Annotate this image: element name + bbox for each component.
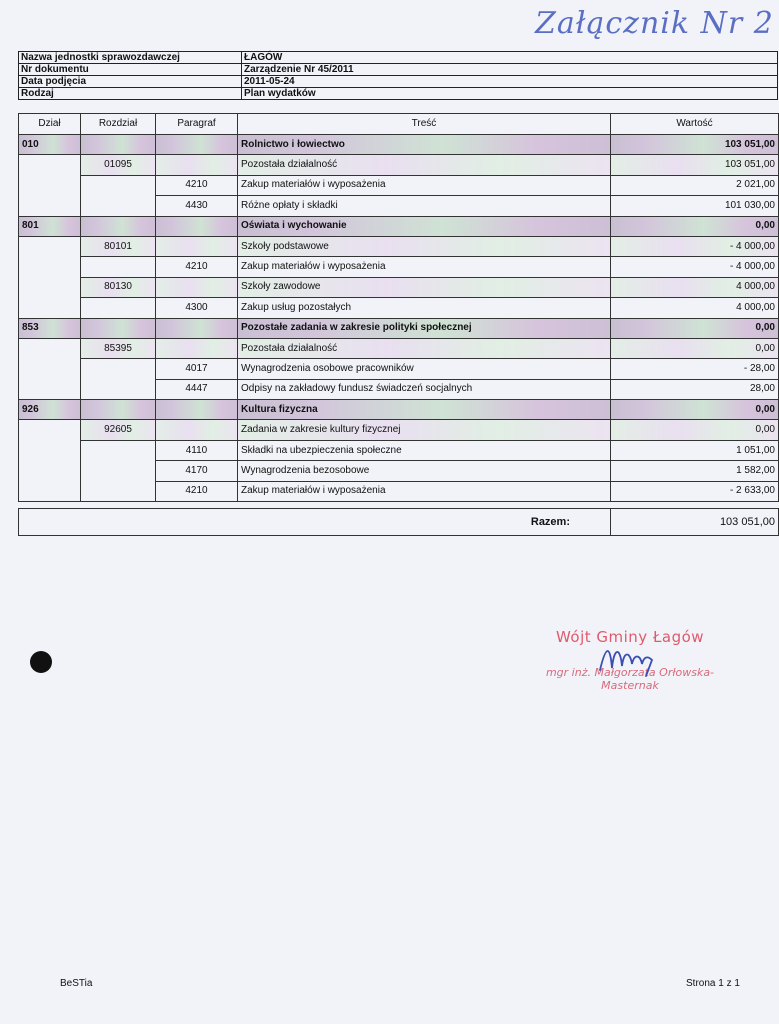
cell-tresc: Wynagrodzenia bezosobowe — [238, 461, 611, 481]
meta-label: Data podjęcia — [19, 76, 242, 88]
header-tresc: Treść — [238, 114, 611, 135]
cell-tresc: Kultura fizyczna — [238, 400, 611, 420]
cell-rozdzial — [81, 175, 156, 216]
table-row-rozdzial — [19, 155, 779, 175]
binder-hole-bottom — [30, 651, 52, 673]
meta-label: Nr dokumentu — [19, 64, 242, 76]
cell-dzial — [19, 236, 81, 318]
cell-dzial — [19, 155, 81, 216]
cell-wartosc: - 28,00 — [611, 359, 779, 379]
cell-wartosc: 4 000,00 — [611, 298, 779, 318]
cell-wartosc: 0,00 — [611, 338, 779, 358]
cell-tresc: Zadania w zakresie kultury fizycznej — [238, 420, 611, 440]
table-row-rozdzial — [19, 236, 779, 256]
table-row-dzial — [19, 318, 779, 338]
meta-value: Plan wydatków — [242, 88, 778, 100]
cell-paragraf: 4210 — [156, 257, 238, 277]
cell-wartosc: 0,00 — [611, 400, 779, 420]
meta-row — [19, 88, 778, 100]
cell-wartosc: 103 051,00 — [611, 135, 779, 155]
cell-paragraf: 4430 — [156, 196, 238, 216]
cell-wartosc: 0,00 — [611, 420, 779, 440]
table-total-row — [19, 509, 779, 536]
cell-rozdzial: 92605 — [81, 420, 156, 440]
cell-tresc: Szkoły zawodowe — [238, 277, 611, 297]
expenditure-plan-table — [18, 113, 779, 536]
cell-dzial: 801 — [19, 216, 81, 236]
handwritten-signature — [596, 640, 656, 680]
cell-paragraf — [156, 318, 238, 338]
cell-paragraf: 4017 — [156, 359, 238, 379]
cell-wartosc: 4 000,00 — [611, 277, 779, 297]
cell-wartosc: 103 051,00 — [611, 155, 779, 175]
cell-tresc: Składki na ubezpieczenia społeczne — [238, 440, 611, 460]
handwritten-attachment-note: Załącznik Nr 2 — [535, 6, 774, 41]
cell-wartosc: - 4 000,00 — [611, 257, 779, 277]
table-row-rozdzial — [19, 277, 779, 297]
cell-wartosc: 0,00 — [611, 318, 779, 338]
table-header-row — [19, 114, 779, 135]
table-row-rozdzial — [19, 420, 779, 440]
cell-paragraf: 4447 — [156, 379, 238, 399]
cell-paragraf: 4110 — [156, 440, 238, 460]
cell-wartosc: 101 030,00 — [611, 196, 779, 216]
table-row-paragraf — [19, 440, 779, 460]
cell-paragraf — [156, 135, 238, 155]
cell-paragraf — [156, 155, 238, 175]
header-paragraf: Paragraf — [156, 114, 238, 135]
cell-dzial: 926 — [19, 400, 81, 420]
cell-wartosc: 28,00 — [611, 379, 779, 399]
table-row-paragraf — [19, 257, 779, 277]
cell-rozdzial — [81, 298, 156, 318]
cell-rozdzial — [81, 440, 156, 501]
meta-row — [19, 76, 778, 88]
stamp-name: mgr inż. Małgorzata Orłowska-Masternak — [545, 666, 715, 692]
cell-rozdzial — [81, 216, 156, 236]
total-value: 103 051,00 — [611, 509, 779, 536]
table-spacer-row — [19, 502, 779, 509]
meta-row — [19, 64, 778, 76]
cell-paragraf: 4210 — [156, 481, 238, 501]
meta-value: Zarządzenie Nr 45/2011 — [242, 64, 778, 76]
spacer-cell — [19, 502, 779, 509]
cell-tresc: Oświata i wychowanie — [238, 216, 611, 236]
cell-wartosc: - 2 633,00 — [611, 481, 779, 501]
cell-rozdzial: 01095 — [81, 155, 156, 175]
cell-paragraf: 4210 — [156, 175, 238, 195]
cell-tresc: Szkoły podstawowe — [238, 236, 611, 256]
cell-wartosc: - 4 000,00 — [611, 236, 779, 256]
cell-wartosc: 0,00 — [611, 216, 779, 236]
footer-page-number: Strona 1 z 1 — [686, 978, 740, 989]
header-rozdzial: Rozdział — [81, 114, 156, 135]
cell-rozdzial: 80130 — [81, 277, 156, 297]
cell-rozdzial — [81, 318, 156, 338]
cell-rozdzial — [81, 359, 156, 400]
cell-dzial — [19, 420, 81, 502]
table-row-paragraf — [19, 175, 779, 195]
cell-paragraf — [156, 338, 238, 358]
cell-paragraf — [156, 277, 238, 297]
meta-value: 2011-05-24 — [242, 76, 778, 88]
cell-paragraf — [156, 400, 238, 420]
cell-wartosc: 2 021,00 — [611, 175, 779, 195]
cell-tresc: Pozostała działalność — [238, 155, 611, 175]
cell-tresc: Pozostałe zadania w zakresie polityki społecznej — [238, 318, 611, 338]
cell-wartosc: 1 582,00 — [611, 461, 779, 481]
cell-paragraf: 4170 — [156, 461, 238, 481]
cell-wartosc: 1 051,00 — [611, 440, 779, 460]
table-row-paragraf — [19, 359, 779, 379]
table-row-rozdzial — [19, 338, 779, 358]
cell-tresc: Pozostała działalność — [238, 338, 611, 358]
table-row-dzial — [19, 216, 779, 236]
table-row-paragraf — [19, 298, 779, 318]
document-meta-table — [18, 51, 778, 100]
meta-row — [19, 52, 778, 64]
cell-rozdzial: 85395 — [81, 338, 156, 358]
cell-tresc: Wynagrodzenia osobowe pracowników — [238, 359, 611, 379]
cell-paragraf — [156, 216, 238, 236]
cell-rozdzial — [81, 135, 156, 155]
meta-value: ŁAGÓW — [242, 52, 778, 64]
cell-tresc: Rolnictwo i łowiectwo — [238, 135, 611, 155]
cell-tresc: Odpisy na zakładowy fundusz świadczeń socjalnych — [238, 379, 611, 399]
meta-label: Nazwa jednostki sprawozdawczej — [19, 52, 242, 64]
header-dzial: Dział — [19, 114, 81, 135]
cell-tresc: Zakup usług pozostałych — [238, 298, 611, 318]
total-label: Razem: — [19, 509, 611, 536]
cell-tresc: Zakup materiałów i wyposażenia — [238, 175, 611, 195]
stamp-title: Wójt Gminy Łagów — [555, 628, 705, 646]
cell-tresc: Różne opłaty i składki — [238, 196, 611, 216]
cell-paragraf: 4300 — [156, 298, 238, 318]
cell-rozdzial — [81, 257, 156, 277]
cell-tresc: Zakup materiałów i wyposażenia — [238, 481, 611, 501]
meta-label: Rodzaj — [19, 88, 242, 100]
table-row-dzial — [19, 400, 779, 420]
cell-paragraf — [156, 420, 238, 440]
cell-rozdzial — [81, 400, 156, 420]
footer-software-name: BeSTia — [60, 978, 93, 989]
cell-dzial: 853 — [19, 318, 81, 338]
table-row-dzial — [19, 135, 779, 155]
cell-paragraf — [156, 236, 238, 256]
header-wartosc: Wartość — [611, 114, 779, 135]
cell-rozdzial: 80101 — [81, 236, 156, 256]
cell-dzial: 010 — [19, 135, 81, 155]
cell-dzial — [19, 338, 81, 399]
cell-tresc: Zakup materiałów i wyposażenia — [238, 257, 611, 277]
